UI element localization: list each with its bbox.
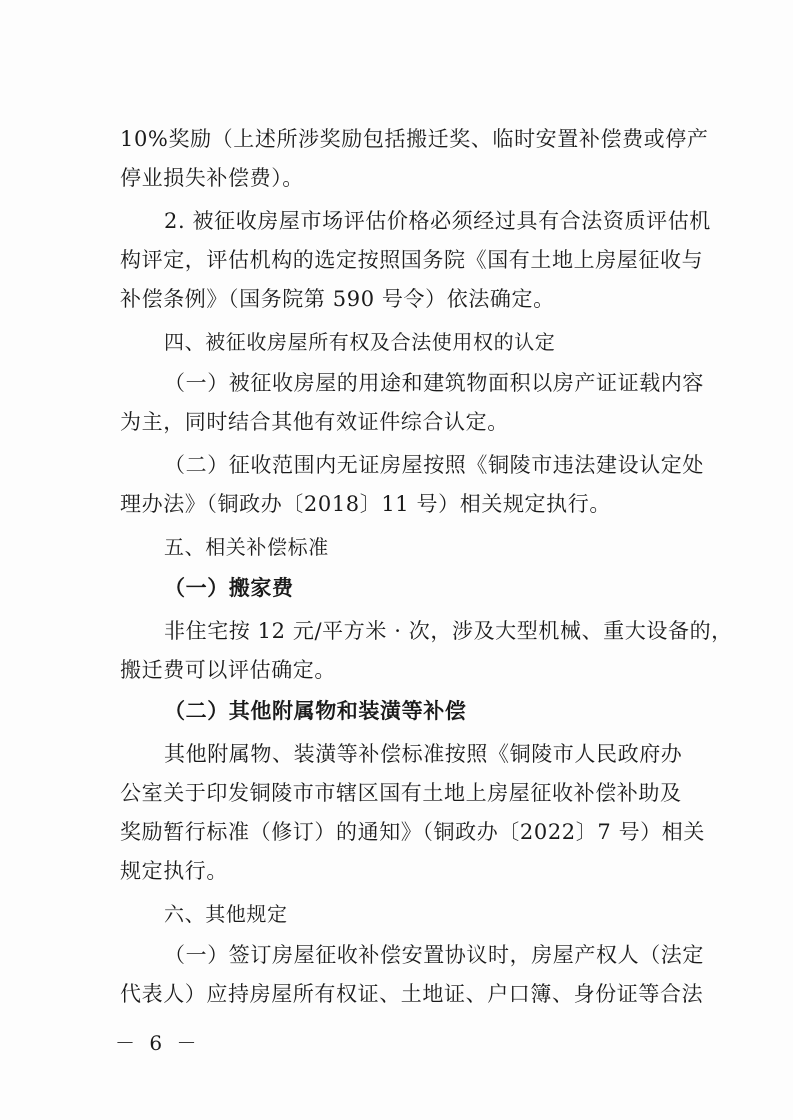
text-line: 代表人）应持房屋所有权证、土地证、户口簿、身份证等合法 xyxy=(120,982,704,1006)
text-line: 奖励暂行标准（修订）的通知》（铜政办〔2022〕7 号）相关 xyxy=(120,820,705,844)
subsection-heading: （二）其他附属物和装潢等补偿 xyxy=(164,698,467,723)
text-line: （一）签订房屋征收补偿安置协议时，房屋产权人（法定 xyxy=(164,943,704,967)
text-line: 规定执行。 xyxy=(120,859,228,883)
text-line: 10%奖励（上述所涉奖励包括搬迁奖、临时安置补偿费或停产 xyxy=(120,127,709,151)
text-line: 公室关于印发铜陵市市辖区国有土地上房屋征收补偿补助及 xyxy=(120,781,682,805)
subsection-heading: （一）搬家费 xyxy=(164,575,294,600)
text-line: 补偿条例》（国务院第 590 号令）依法确定。 xyxy=(120,287,555,311)
section-heading: 六、其他规定 xyxy=(164,902,288,926)
text-line: 为主，同时结合其他有效证件综合认定。 xyxy=(120,410,509,434)
text-line: （一）被征收房屋的用途和建筑物面积以房产证证载内容 xyxy=(164,371,704,395)
text-line: 理办法》（铜政办〔2018〕11 号）相关规定执行。 xyxy=(120,492,611,516)
text-line: 搬迁费可以评估确定。 xyxy=(120,658,336,682)
text-line: 2. 被征收房屋市场评估价格必须经过具有合法资质评估机 xyxy=(164,209,711,233)
section-heading: 五、相关补偿标准 xyxy=(164,535,329,559)
text-line: 非住宅按 12 元/平方米 · 次，涉及大型机械、重大设备的， xyxy=(164,619,733,643)
text-line: 构评定，评估机构的选定按照国务院《国有土地上房屋征收与 xyxy=(120,248,704,272)
section-heading: 四、被征收房屋所有权及合法使用权的认定 xyxy=(164,330,556,354)
text-line: 停业损失补偿费）。 xyxy=(120,166,304,190)
page-number: － 6 － xyxy=(115,1031,201,1055)
text-line: （二）征收范围内无证房屋按照《铜陵市违法建设认定处 xyxy=(164,453,704,477)
text-line: 其他附属物、装潢等补偿标准按照《铜陵市人民政府办 xyxy=(164,742,683,766)
